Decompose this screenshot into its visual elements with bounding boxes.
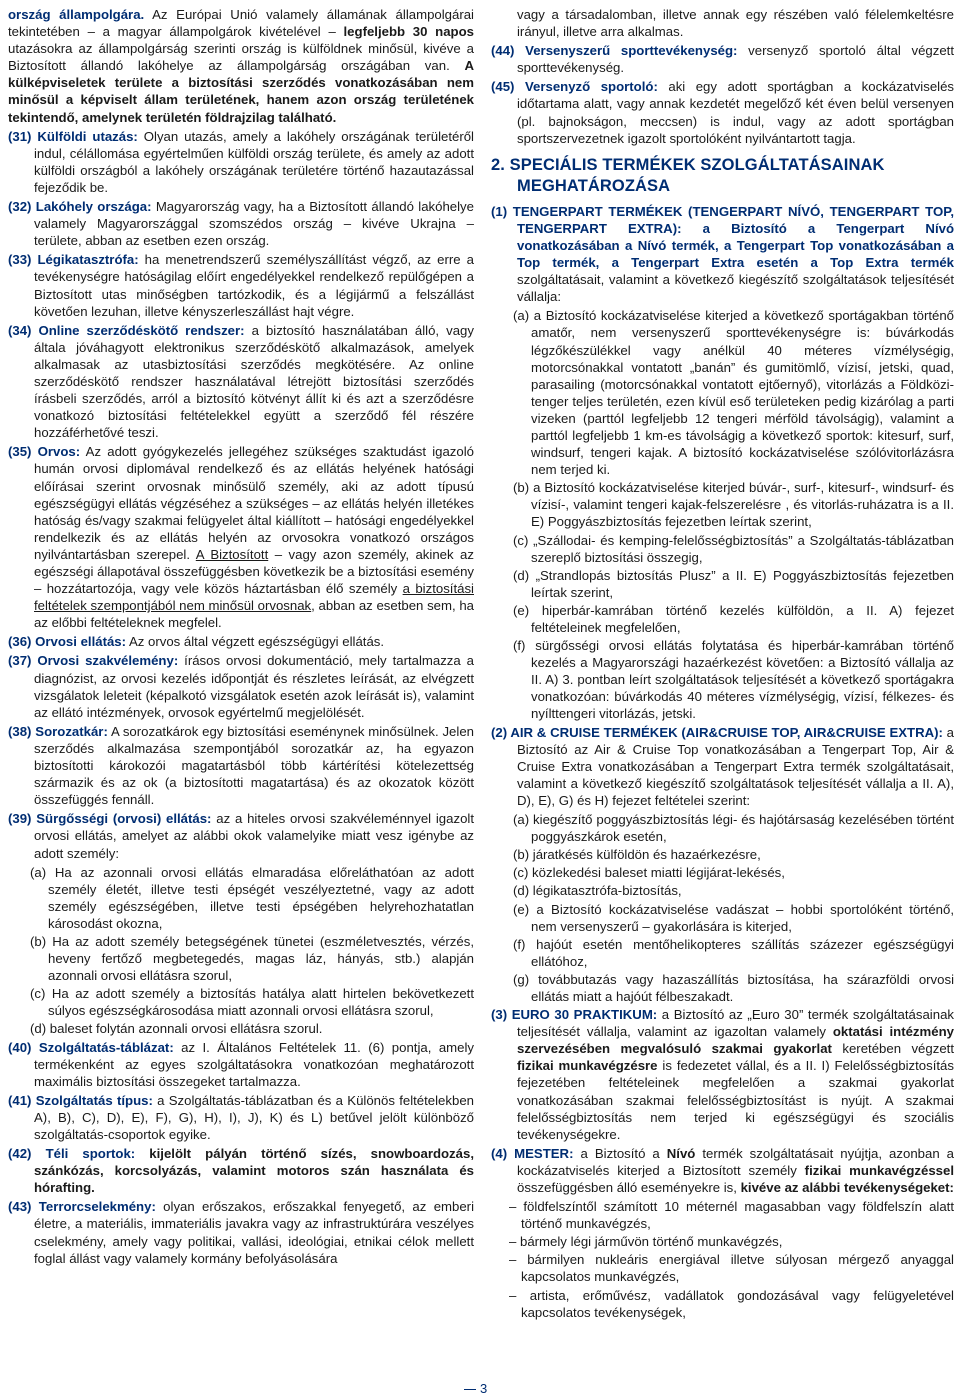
- item-term: Orvosi szakvélemény:: [37, 653, 179, 669]
- sub-item-1f: (f) sürgősségi orvosi ellátás folytatása és hiperbár-kamrában történő kezelés a Magyarországi hazaérkezést követően: a Biztosító vállalja az II. A) 3. pontban leírt szolgáltatások teljesítését a következő sportágakra vonatkozóan: búvárkodás 40 méteres vízmélységig, vízisí, félkezes- és nyílttengeri vitorlázás, jetski.: [513, 638, 954, 722]
- page-number: 3: [464, 1381, 487, 1396]
- item-text: szolgáltatásait, valamint a következő kiegészítő szolgáltatások teljesítését vállalja:: [517, 272, 954, 305]
- item-term: Szolgáltatás-táblázat:: [38, 1039, 174, 1055]
- item-text: keretében végzett: [831, 1041, 954, 1057]
- sub-item-2b: (b) járatkésés külföldön és hazaérkezésre,: [513, 847, 761, 863]
- definition-31: [8, 128, 474, 196]
- sub-item-1e: (e) hiperbár-kamrában történő kezelés külföldön, a II. A) fejezet feltételeinek megfelelően,: [513, 602, 954, 635]
- sub-item-1b: (b) a Biztosító kockázatviselése kiterjed búvár-, surf-, kitesurf-, windsurf- és vízisí-, valamint tengeri kajak-felszerelésre , és vitorlás-ruházatra is a II. E) Poggyászbiztosítás fejezetben leírtak szerint,: [513, 480, 954, 530]
- product-air-cruise: [491, 724, 954, 809]
- item-term: Sürgősségi (orvosi) ellátás:: [36, 811, 212, 827]
- definition-35: [8, 443, 474, 631]
- product-heading: (4) MESTER:: [491, 1145, 574, 1161]
- definition-40: [8, 1039, 474, 1090]
- definition-43: [8, 1198, 474, 1266]
- item-number: (45): [491, 79, 515, 95]
- product-mester: [491, 1145, 954, 1196]
- definition-37: [8, 652, 474, 720]
- item-number: (38): [8, 723, 32, 739]
- item-text: a Biztosító az „Euro 30” termék szolgáltatásainak teljesítését vállalja, valamint az igazoltan valamely: [517, 1007, 955, 1040]
- item-number: (36): [8, 634, 32, 650]
- item-bold-text: kijelölt pályán történő sízés, snowboardozás, szánkózás, korcsolyázás, valamint motoros szán használata és hórafting.: [34, 1146, 474, 1196]
- item-text: – vagy azon személy, akinek az egészségi állapotával összefüggésben következik be a biztosítási esemény – hozzátartozója, vagy vele közös háztartásban élő személy: [34, 546, 474, 597]
- sub-item-39d: (d) baleset folytán azonnali orvosi ellátásra szorul.: [30, 1021, 323, 1037]
- item-number: (31): [8, 128, 32, 144]
- product-heading: (3) EURO 30 PRAKTIKUM:: [491, 1007, 658, 1023]
- definition-44: [491, 42, 954, 76]
- underlined-text: a biztosítási feltételek szempontjából nem minősül orvosnak: [34, 581, 474, 614]
- item-term: Versenyszerű sporttevékenység:: [525, 43, 738, 59]
- item-number: (39): [8, 811, 32, 827]
- item-text: írásos orvosi dokumentáció, mely tartalmazza a diagnózist, az orvosi kezelés időpontját és részletes leírását, az elvégzett vizsgálatok leleteit (képalkotó vizsgálatok esetén azok leírását is), valamint az ellátó intézmények, orvosok egyértelmű megjelölését.: [34, 653, 475, 720]
- sub-item-39a: (a) Ha az azonnali orvosi ellátás elmaradása előreláthatóan az adott személy életét, illetve testi épségét veszélyeztetné, vagy az adott személy egészségében, illetve testi épségében helyrehozhatatlan károsodást okozna,: [30, 864, 474, 931]
- intro-bold-2: A külképviseletek területe a biztosítási szerződés vonatkozásában nem minősül a képviselt állam területének, hanem azon ország területének tekintendő, amelynek területén földrajzilag található.: [8, 58, 474, 125]
- sub-item-2a: (a) kiegészítő poggyászbiztosítás légi- és hajótársaság kezelésében történt poggyászkárok esetén,: [513, 812, 954, 845]
- definition-36: [8, 633, 474, 650]
- definition-39: [8, 810, 474, 861]
- item-number: (32): [8, 199, 32, 215]
- section-title: 2. SPECIÁLIS TERMÉKEK SZOLGÁLTATÁSAINAK MEGHATÁROZÁSA: [491, 155, 885, 195]
- sub-item-2c: (c) közlekedési baleset miatti légijárat-lekésés,: [513, 865, 785, 881]
- item-number: (37): [8, 653, 32, 669]
- product-heading: (1) TENGERPART TERMÉKEK (TENGERPART NÍVÓ, TENGERPART TOP, TENGERPART EXTRA): a Biztosító a Tengerpart Nívó vonatkozásában a Nívó termék, a Tengerpart Top vonatkozásában a Top termék, a Tengerpart Extra esetén a Top Extra termék: [491, 203, 954, 271]
- item-term: Lakóhely országa:: [35, 199, 152, 215]
- sub-item-2d: (d) légikatasztrófa-biztosítás,: [513, 883, 682, 899]
- definition-33: [8, 251, 474, 319]
- item-term: Versenyző sportoló:: [524, 79, 658, 95]
- sub-item-1c: (c) „Szállodai- és kemping-felelősségbiztosítás” a Szolgáltatás-táblázatban szereplő biztosítási összegig,: [513, 532, 954, 565]
- bullet-item: – bármely légi járművön történő munkavégzés,: [509, 1234, 783, 1250]
- item-term: Légikatasztrófa:: [37, 252, 139, 268]
- definition-41: [8, 1092, 474, 1143]
- item-bold-text: oktatási intézmény szervezésében megvalósuló szakmai gyakorlat: [517, 1024, 954, 1057]
- item-bold-text: fizikai munkavégzésre: [517, 1058, 658, 1074]
- sub-item-2e: (e) a Biztosító kockázatviselése vadászat – hobbi sportolóként történő, nem versenyszerű – gyakorlására is kiterjed,: [513, 901, 954, 934]
- definition-34: [8, 322, 474, 442]
- item-text: , abban az esetben sem, ha az előbbi feltételeknek megfelel.: [34, 598, 474, 631]
- item-number: (43): [8, 1199, 32, 1215]
- product-euro30: [491, 1006, 954, 1143]
- item-text: versenyző sportoló által végzett sporttevékenység.: [517, 43, 954, 76]
- item-number: (42): [8, 1146, 32, 1162]
- underlined-text: A Biztosított: [195, 546, 269, 562]
- intro-bold-1: legfeljebb 30 napos: [343, 24, 474, 40]
- bullet-item: – bármilyen nukleáris energiával illetve súlyosan mérgező anyaggal kapcsolatos munkavégzés,: [509, 1252, 954, 1285]
- item-term: Terrorcselekmény:: [38, 1199, 156, 1215]
- item-text: a biztosító használatában álló, vagy általa jóváhagyott elektronikus szerződéskötő alkalmazások, amelyek alkalmasak az utasbiztosítási szerződés megkötésére. Az online szerződéskötő rendszer használatával létrejött biztosítási szerződés írásbeli szerződés, arról a biztosító kötvényt állít ki és azt a szerződésre vonatkozó biztosítási feltételekkel együtt a szerződő fél részére hozzáférhetővé teszi.: [34, 322, 474, 441]
- item-text: a Szolgáltatás-táblázatban és a Különös feltételekben A), B), C), D), E), F), G), H), I), J), K) és L) betűvel jelölt különböző szolgáltatás-csoportok egyike.: [34, 1092, 474, 1142]
- item-term: Orvosi ellátás:: [35, 634, 127, 650]
- item-text: az I. Általános Feltételek 11. (6) pontja, amely termékenként az egyes szolgáltatásokra vonatkozóan meghatározott maximális biztosítási összegeket tartalmazza.: [34, 1039, 474, 1089]
- item-bold-text: kivéve az alábbi tevékenységeket:: [740, 1180, 954, 1195]
- sub-item-2f: (f) hajóút esetén mentőhelikopteres szállítás százezer egészségügyi ellátóhoz,: [513, 936, 954, 969]
- bullet-item: – földfelszíntől számított 10 méternél magasabban vagy földfelszín alatt történő munkavégzés,: [509, 1199, 954, 1232]
- intro-head: ország állampolgára.: [8, 7, 145, 22]
- item-text: Magyarország vagy, ha a Biztosított állandó lakóhelye valamely Magyarországgal szomszédos ország – kivéve Ukrajna – területe, abban az esetben ezen ország.: [34, 199, 474, 249]
- item-number: (35): [8, 444, 32, 460]
- left-column: [8, 6, 474, 1269]
- item-term: Szolgáltatás típus:: [35, 1092, 153, 1108]
- intro-text-1: Az Európai Unió valamely államának állampolgárai tekintetében – a magyar állampolgárok kivételével –: [8, 7, 474, 40]
- item-text: A sorozatkárok egy biztosítási eseménynek minősülnek. Jelen szerződés alkalmazása szempontjából sorozatkár az, ha egyazon biztosítotti károkozói magatartásból több kártérítési kötelezettség származik és az ok (a biztosítotti magatartása) és az okozatok között összefüggés fennáll.: [34, 723, 474, 808]
- item-text: aki egy adott sportágban a kockázatviselés időtartama alatt, vagy annak kezdetét megelőző két éven belül versenyen (pl. bajnokságon, meccsen) is indul, vagy az adott sportágban sportszervezetnek igazolt sportolóként nyilvántartott tagja.: [517, 79, 955, 146]
- item-bold-text: fizikai munkavégzéssel: [804, 1162, 954, 1178]
- sub-item-1d: (d) „Strandlopás biztosítás Plusz” a II. E) Poggyászbiztosítás fejezetben leírtak szerint,: [513, 567, 954, 600]
- item-bold-text: Nívó: [666, 1145, 696, 1161]
- item-number: (33): [8, 252, 32, 268]
- bullet-item: – artista, erőművész, vadállatok gondozásával vagy felügyeletével kapcsolatos tevékenységek,: [509, 1287, 954, 1320]
- sub-item-39b: (b) Ha az adott személy betegségének tünetei (eszméletvesztés, vérzés, heveny fertőző megbetegedés, magas láz, hányás, stb.) alapján azonnali orvosi ellátásra szorul,: [30, 933, 474, 984]
- definition-42: [8, 1145, 474, 1196]
- sub-item-2g: (g) továbbutazás vagy hazaszállítás biztosítása, ha szárazföldi orvosi ellátás miatt a hajóút félbeszakadt.: [513, 971, 954, 1004]
- item-text: a Biztosító a: [573, 1145, 667, 1161]
- sub-item-39c: (c) Ha az adott személy a biztosítás hatálya alatt hirtelen bekövetkezett súlyos egészségkárosodása miatt azonnali orvosi ellátásra szorul,: [30, 986, 474, 1019]
- item-text: Olyan utazás, amely a lakóhely országának területéről indul, célállomása egyértelműen külföldi ország területe, és amely az adott külföldi országból a lakóhely országának területére történő hazautazással fejeződik be.: [34, 128, 474, 195]
- item-text: olyan erőszakos, erőszakkal fenyegető, az emberi életre, a materiális, immateriális javakra vagy az infrastruktúrára veszélyes cselekmény, amely vagy politikai, vallási, ideológiai, etnikai célok mellett foglal állást vagy valamely kormány befolyásolására: [34, 1199, 475, 1266]
- definition-32: [8, 198, 474, 249]
- definition-45: [491, 78, 954, 146]
- item-text: Az orvos által végzett egészségügyi ellátás.: [126, 634, 385, 650]
- item-term: Külföldi utazás:: [37, 128, 138, 144]
- sub-item-1a: (a) a Biztosító kockázatviselése kiterjed a következő sportágakban történő amatőr, nem versenyszerű sporttevékenységre is: búvárkodás légzőkészülékkel vagy anélkül 40 méteres vízmélységig, motorcsónakkal vontatott „banán” és gumitömlő, vízisí, jetski, quad, parasailing (motorcsónakkal vontatott ejtőernyő), vitorlázás a Földközi-tenger teljes területén, ezen kívül eső területeken pedig kizárólag a parti vizeken (parttól legfeljebb 12 tengeri mérföld távolságig), valamint a parttól legfeljebb 1 km-es távolságig a következő sportok: kitesurf, surf, windsurf, tengeri kajak. A biztosító kockázatviselése szólóvitorlázásra nem terjed ki.: [513, 308, 954, 478]
- intro-text-2: utazásokra az állampolgárság szerinti ország is külföldnek minősül, kivéve a Biztosított állandó lakóhelye az állampolgárság országában van.: [8, 41, 474, 74]
- item-term: Téli sportok:: [45, 1146, 136, 1162]
- item-text: a Biztosító az Air & Cruise Top vonatkozásában a Tengerpart Top, Air & Cruise Extra vonatkozásában a Tengerpart Extra termék szolgáltatásait, valamint a következő kiegészítő szolgáltatások teljesítését vállalja a II. A), D), E), G) és H) fejezet feltételei szerint:: [517, 724, 954, 808]
- item-term: Orvos:: [37, 444, 81, 460]
- definition-43-continued: vagy a társadalomban, illetve annak egy részében való félelemkeltésre irányul, illetve arra alkalmas.: [517, 7, 954, 40]
- item-number: (41): [8, 1092, 32, 1108]
- item-text: az a hiteles orvosi szakvéleménnyel igazolt orvosi ellátás, amelyet az alábbi okok valamelyike miatt vesz igénybe az adott személy:: [34, 811, 474, 861]
- product-tengerpart: [491, 203, 954, 306]
- item-text: Az adott gyógykezelés jellegéhez szükséges szaktudást igazoló humán orvosi diplomával rendelkező és az ellátás helyének hatósági előírásai szerint orvosnak minősülő személy, aki az adott típusú egészségügyi ellátás végzéséhez a szükséges – az ellátás helyén illetékes hatóság és/vagy szakmai felügyelet által kiállított – hatósági engedélyekkel rendelkezik és az ellátás helyén az orvosokra vonatkozó országos nyilvántartásban szerepel.: [34, 444, 474, 562]
- product-heading: (2) AIR & CRUISE TERMÉKEK (AIR&CRUISE TOP, AIR&CRUISE EXTRA):: [491, 724, 943, 740]
- item-number: (40): [8, 1039, 32, 1055]
- item-term: Sorozatkár:: [35, 723, 108, 739]
- item-number: (44): [491, 43, 515, 59]
- item-text: összefüggésben álló eseményekre is,: [517, 1180, 741, 1195]
- intro-paragraph: [8, 6, 474, 126]
- item-text: termék szolgáltatásait nyújtja, azonban a kockázatviselés kiterjed a Biztosított személy: [517, 1145, 955, 1178]
- item-number: (34): [8, 322, 32, 338]
- definition-38: [8, 723, 474, 808]
- item-text: is fedezetet vállal, és a II. I) Felelősségbiztosítás fejezetében feltételeinek megfelelően a szakmai gyakorlat vonatkozásában szakmai felelősségbiztosítást is nyújt. A szakmai felelősségbiztosítás nem terjed ki egészségügyi és szociális tevékenységekre.: [517, 1058, 954, 1142]
- item-text: ha menetrendszerű személyszállítást végző, az erre a tevékenységre hatóságilag előírt engedélyekkel rendelkező repülőgépen a Biztosított utas minőségben tartózkodik, és a légijármű a felszállást követően lezuhan, illetve kényszerleszállást hajt végre.: [34, 252, 474, 319]
- right-column: [491, 6, 954, 1322]
- item-term: Online szerződéskötő rendszer:: [38, 322, 245, 338]
